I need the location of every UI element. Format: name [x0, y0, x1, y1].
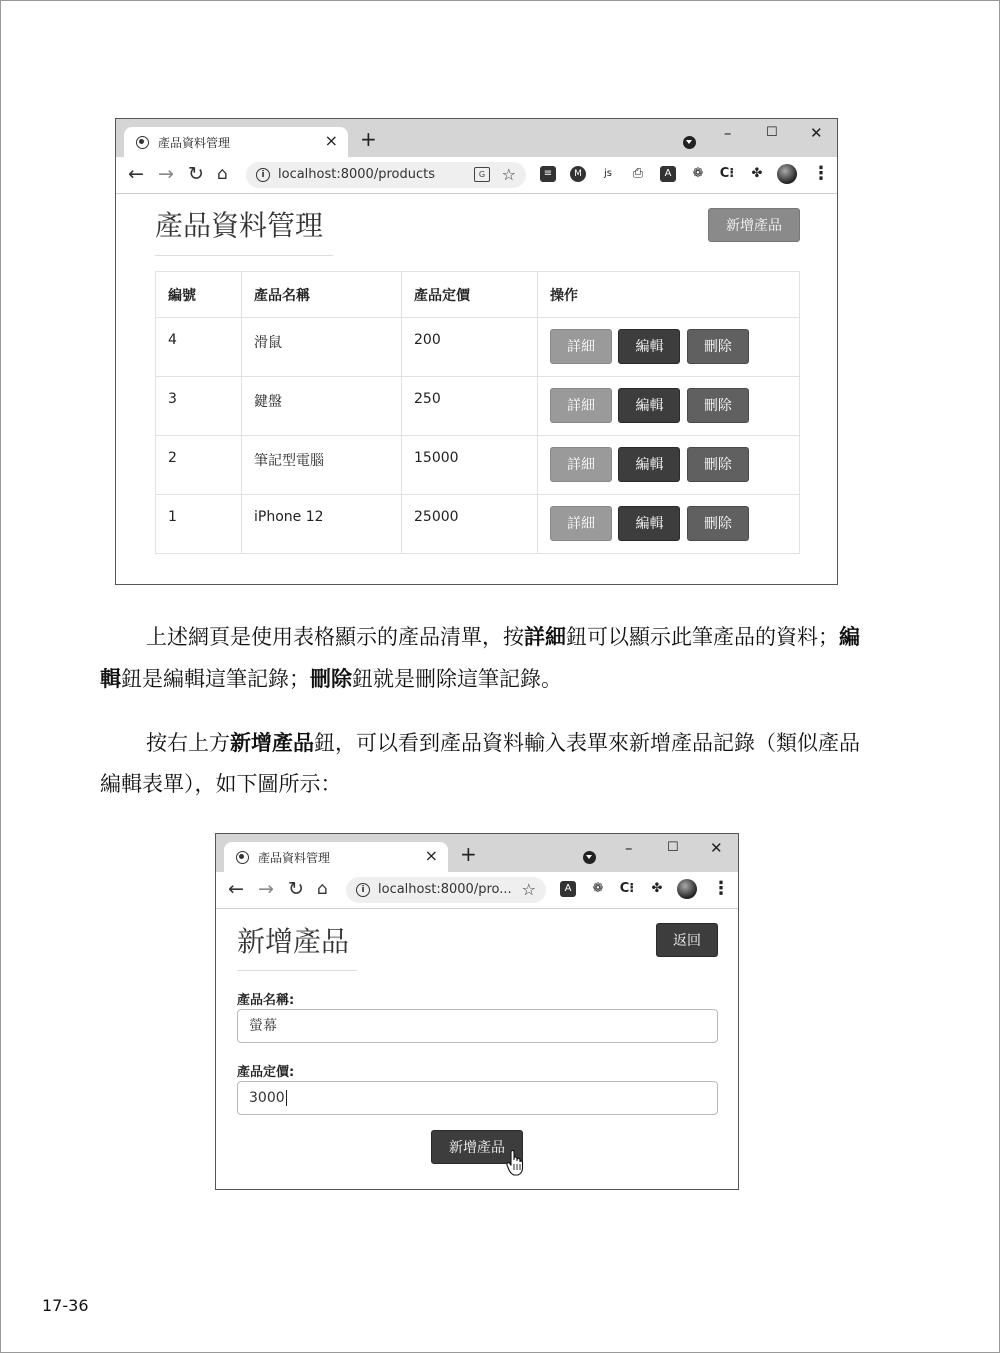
column-header-name: 產品名稱 [242, 272, 402, 318]
delete-button[interactable]: 刪除 [687, 506, 749, 541]
edit-button[interactable]: 編輯 [618, 329, 680, 364]
edit-button[interactable]: 編輯 [618, 506, 680, 541]
cell-id: 3 [156, 377, 242, 436]
cell-name: 滑鼠 [242, 318, 402, 377]
page-number: 17-36 [42, 1296, 89, 1315]
browser-toolbar [216, 872, 738, 909]
home-icon[interactable]: ⌂ [317, 879, 328, 899]
maximize-icon[interactable]: ☐ [667, 840, 679, 855]
cell-actions [538, 377, 800, 436]
extension-c-icon[interactable]: C⁝ [719, 166, 735, 181]
avatar[interactable] [677, 879, 697, 899]
add-product-button[interactable]: 新增產品 [708, 208, 800, 242]
site-info-icon[interactable]: i [356, 883, 370, 897]
bookmark-star-icon[interactable]: ☆ [521, 880, 536, 899]
delete-button[interactable]: 刪除 [687, 329, 749, 364]
bold-term: 編輯 [100, 624, 860, 691]
globe-icon [136, 136, 149, 149]
cell-actions [538, 495, 800, 554]
maximize-icon[interactable]: ☐ [766, 125, 778, 140]
cell-actions [538, 318, 800, 377]
tab-title: 產品資料管理 [258, 851, 331, 865]
bookmark-star-icon[interactable]: ☆ [501, 165, 516, 184]
submit-add-product-button[interactable]: 新增產品 [431, 1130, 523, 1164]
text-run: 鈕是編輯這筆記錄； [121, 667, 310, 691]
home-icon[interactable]: ⌂ [217, 164, 228, 184]
back-arrow-icon[interactable]: ← [128, 163, 144, 185]
paragraph-1 [100, 616, 860, 700]
extension-m-icon[interactable]: M [570, 166, 586, 182]
minimize-icon[interactable]: – [724, 124, 732, 142]
reload-icon[interactable]: ↻ [288, 878, 304, 900]
reload-icon[interactable]: ↻ [188, 163, 204, 185]
close-tab-icon[interactable]: × [424, 846, 438, 865]
table-header-row [156, 272, 800, 318]
address-bar[interactable] [346, 877, 546, 903]
close-tab-icon[interactable]: × [324, 131, 338, 150]
column-header-id: 編號 [156, 272, 242, 318]
new-tab-icon[interactable]: + [360, 127, 377, 151]
delete-button[interactable]: 刪除 [687, 388, 749, 423]
hand-pointer-icon [506, 1150, 524, 1176]
extension-flower-icon[interactable]: ❁ [692, 166, 704, 181]
browser-window-products [115, 118, 838, 585]
browser-menu-icon[interactable]: ⋮ [712, 878, 730, 899]
cell-name: iPhone 12 [242, 495, 402, 554]
url-text: localhost:8000/pro... [378, 882, 512, 897]
site-info-icon[interactable]: i [256, 168, 270, 182]
cell-name: 筆記型電腦 [242, 436, 402, 495]
table-row [156, 318, 800, 377]
cell-id: 2 [156, 436, 242, 495]
avatar[interactable] [777, 164, 797, 184]
text-run: 鈕，可以看到產品資料輸入表單來新增產品記錄（類似產品編輯表單），如下圖所示： [100, 731, 860, 796]
text-run: 鈕可以顯示此筆產品的資料； [566, 625, 839, 649]
table-row [156, 377, 800, 436]
extension-doc-icon[interactable]: ≡ [540, 166, 556, 182]
close-window-icon[interactable]: ✕ [710, 839, 723, 857]
cell-actions [538, 436, 800, 495]
product-price-label: 產品定價: [237, 1065, 295, 1080]
paragraph-2 [100, 722, 860, 805]
new-tab-icon[interactable]: + [460, 842, 477, 866]
edit-button[interactable]: 編輯 [618, 447, 680, 482]
profile-dropdown-icon[interactable] [683, 136, 696, 149]
cell-name: 鍵盤 [242, 377, 402, 436]
table-row [156, 436, 800, 495]
extensions-puzzle-icon[interactable]: ✤ [751, 166, 763, 181]
back-button[interactable]: 返回 [656, 923, 718, 957]
forward-arrow-icon[interactable]: → [158, 163, 174, 185]
title-divider [237, 970, 357, 971]
browser-menu-icon[interactable]: ⋮ [812, 163, 830, 184]
text-run: 上述網頁是使用表格顯示的產品清單，按 [146, 625, 524, 649]
address-bar[interactable] [246, 162, 526, 188]
bold-term: 刪除 [310, 666, 352, 691]
browser-tab[interactable] [224, 842, 448, 872]
cell-id: 4 [156, 318, 242, 377]
cell-id: 1 [156, 495, 242, 554]
minimize-icon[interactable]: – [625, 839, 633, 857]
extension-a-icon[interactable]: A [660, 166, 676, 182]
cell-price: 25000 [402, 495, 538, 554]
bold-term: 新增產品 [230, 730, 314, 755]
extension-js-icon[interactable]: js [604, 168, 612, 179]
extension-flower-icon[interactable]: ❁ [592, 881, 604, 896]
details-button[interactable]: 詳細 [550, 388, 612, 423]
page-title: 產品資料管理 [155, 209, 324, 242]
product-price-value: 3000 [249, 1090, 285, 1106]
tab-strip [216, 834, 738, 872]
tab-strip [116, 119, 837, 157]
extension-printer-icon[interactable]: ⎙ [632, 166, 644, 181]
close-window-icon[interactable]: ✕ [810, 124, 823, 142]
browser-tab[interactable] [124, 127, 348, 157]
text-run: 鈕就是刪除這筆記錄。 [352, 667, 562, 691]
back-arrow-icon[interactable]: ← [228, 878, 244, 900]
browser-toolbar [116, 157, 837, 194]
column-header-price: 產品定價 [402, 272, 538, 318]
product-name-label: 產品名稱: [237, 993, 295, 1008]
profile-dropdown-icon[interactable] [583, 851, 596, 864]
edit-button[interactable]: 編輯 [618, 388, 680, 423]
globe-icon [236, 851, 249, 864]
product-price-input[interactable] [237, 1081, 718, 1115]
products-table [155, 271, 800, 554]
cell-price: 200 [402, 318, 538, 377]
details-button[interactable]: 詳細 [550, 329, 612, 364]
details-button[interactable]: 詳細 [550, 447, 612, 482]
extension-a-icon[interactable]: A [560, 881, 576, 897]
page-title: 新增產品 [237, 925, 350, 958]
cell-price: 250 [402, 377, 538, 436]
extension-c-icon[interactable]: C⁝ [619, 881, 635, 896]
tab-title: 產品資料管理 [158, 136, 231, 150]
details-button[interactable]: 詳細 [550, 506, 612, 541]
title-divider [155, 255, 333, 256]
text-cursor [286, 1090, 287, 1106]
product-name-value: 螢幕 [249, 1018, 277, 1034]
extensions-puzzle-icon[interactable]: ✤ [651, 881, 663, 896]
bold-term: 詳細 [524, 624, 566, 649]
delete-button[interactable]: 刪除 [687, 447, 749, 482]
forward-arrow-icon[interactable]: → [258, 878, 274, 900]
url-text: localhost:8000/products [278, 167, 435, 182]
product-name-input[interactable] [237, 1009, 718, 1043]
table-row [156, 495, 800, 554]
translate-icon[interactable]: G [474, 167, 490, 182]
text-run: 按右上方 [146, 731, 230, 755]
cell-price: 15000 [402, 436, 538, 495]
column-header-actions: 操作 [538, 272, 800, 318]
browser-window-add-product [215, 833, 739, 1190]
